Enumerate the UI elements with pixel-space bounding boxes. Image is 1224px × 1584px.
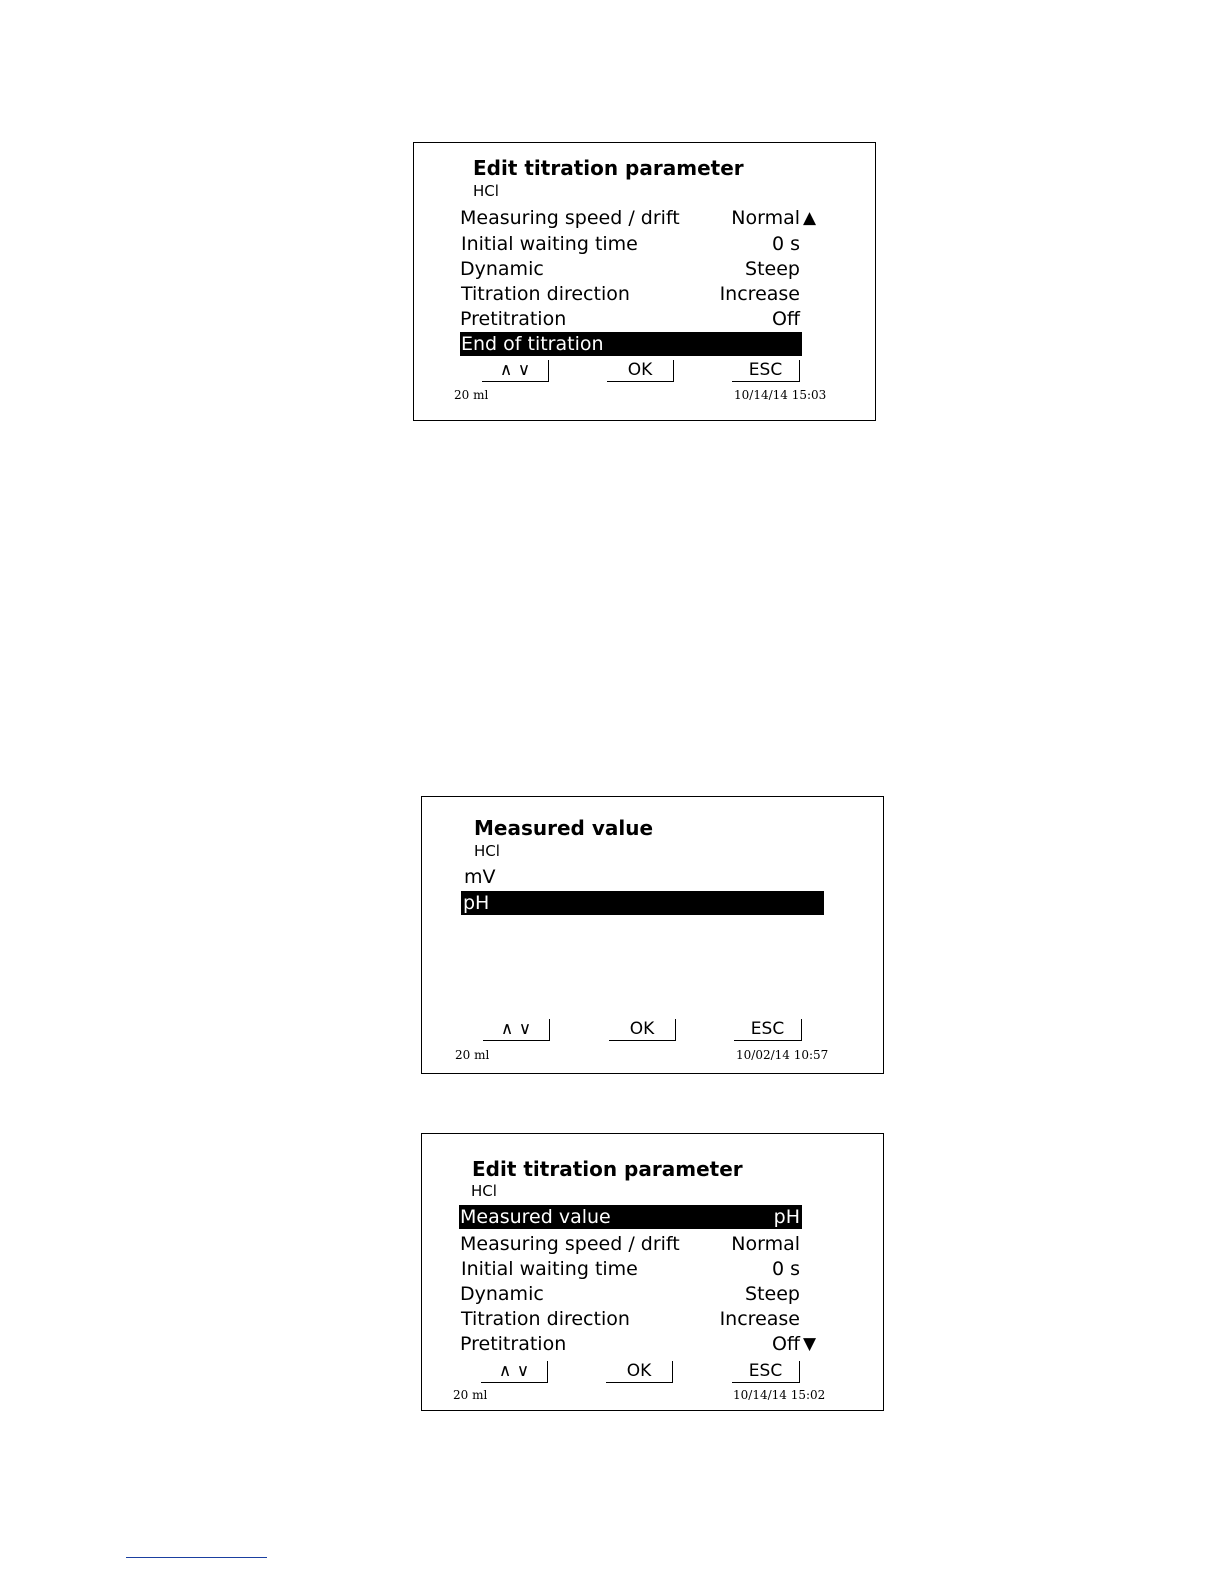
param-row-measured-value-selected[interactable]: [459, 1205, 802, 1229]
param-row-pretitration[interactable]: [460, 307, 802, 331]
screen-edit-titration-parameter-1: [413, 142, 876, 421]
param-label: Titration direction: [461, 283, 630, 305]
screen-title: Edit titration parameter: [473, 156, 744, 180]
footnote-rule: [126, 1557, 267, 1558]
param-value: Off: [771, 1333, 800, 1355]
param-row-measuring-speed[interactable]: [460, 206, 802, 230]
param-label: Measuring speed / drift: [460, 1233, 680, 1255]
scroll-down-icon[interactable]: ▼: [803, 1334, 817, 1354]
method-name: HCl: [471, 1182, 497, 1200]
option-mv[interactable]: [462, 865, 824, 889]
method-name: HCl: [473, 182, 499, 200]
param-label: Measured value: [460, 1206, 611, 1228]
param-row-titration-direction[interactable]: [461, 282, 802, 306]
param-label: Dynamic: [460, 1283, 544, 1305]
option-ph-selected[interactable]: [461, 891, 824, 915]
param-value: Steep: [745, 258, 800, 280]
param-label: Initial waiting time: [461, 233, 638, 255]
param-row-measuring-speed[interactable]: [460, 1232, 802, 1256]
param-value: 0 s: [771, 233, 800, 255]
burette-volume: 20 ml: [455, 1048, 490, 1062]
esc-button[interactable]: ESC: [734, 1019, 802, 1041]
option-label: mV: [464, 866, 496, 888]
param-row-end-of-titration-selected[interactable]: [460, 332, 802, 356]
param-label: Pretitration: [460, 1333, 567, 1355]
param-row-titration-direction[interactable]: [461, 1307, 802, 1331]
nav-up-down-button[interactable]: ∧ ∨: [482, 360, 549, 382]
burette-volume: 20 ml: [453, 1388, 488, 1402]
date-time: 10/14/14 15:03: [734, 388, 827, 402]
date-time: 10/14/14 15:02: [733, 1388, 826, 1402]
screen-measured-value: [421, 796, 884, 1074]
param-value: Off: [771, 308, 800, 330]
param-row-dynamic[interactable]: [460, 1282, 802, 1306]
esc-button[interactable]: ESC: [732, 1361, 800, 1383]
param-row-dynamic[interactable]: [460, 257, 802, 281]
param-value: 0 s: [771, 1258, 800, 1280]
param-label: Dynamic: [460, 258, 544, 280]
param-value: Increase: [719, 283, 800, 305]
param-label: Measuring speed / drift: [460, 207, 680, 229]
screen-edit-titration-parameter-2: [421, 1133, 884, 1411]
nav-up-down-button[interactable]: ∧ ∨: [481, 1361, 548, 1383]
param-row-pretitration[interactable]: [460, 1332, 802, 1356]
burette-volume: 20 ml: [454, 388, 489, 402]
ok-button[interactable]: OK: [607, 360, 674, 382]
param-value: pH: [773, 1206, 800, 1228]
option-label: pH: [463, 892, 490, 914]
param-value: Normal: [731, 207, 800, 229]
screen-title: Measured value: [474, 816, 654, 840]
param-label: Titration direction: [461, 1308, 630, 1330]
param-value: Increase: [719, 1308, 800, 1330]
method-name: HCl: [474, 842, 500, 860]
screen-title: Edit titration parameter: [472, 1157, 743, 1181]
param-row-initial-waiting-time[interactable]: [461, 1257, 802, 1281]
date-time: 10/02/14 10:57: [736, 1048, 829, 1062]
param-label: Initial waiting time: [461, 1258, 638, 1280]
param-row-initial-waiting-time[interactable]: [461, 232, 802, 256]
param-value: Normal: [731, 1233, 800, 1255]
scroll-up-icon[interactable]: ▲: [803, 208, 817, 228]
param-value: Steep: [745, 1283, 800, 1305]
ok-button[interactable]: OK: [606, 1361, 673, 1383]
ok-button[interactable]: OK: [609, 1019, 676, 1041]
esc-button[interactable]: ESC: [732, 360, 800, 382]
param-label: Pretitration: [460, 308, 567, 330]
param-label: End of titration: [461, 333, 604, 355]
nav-up-down-button[interactable]: ∧ ∨: [483, 1019, 550, 1041]
